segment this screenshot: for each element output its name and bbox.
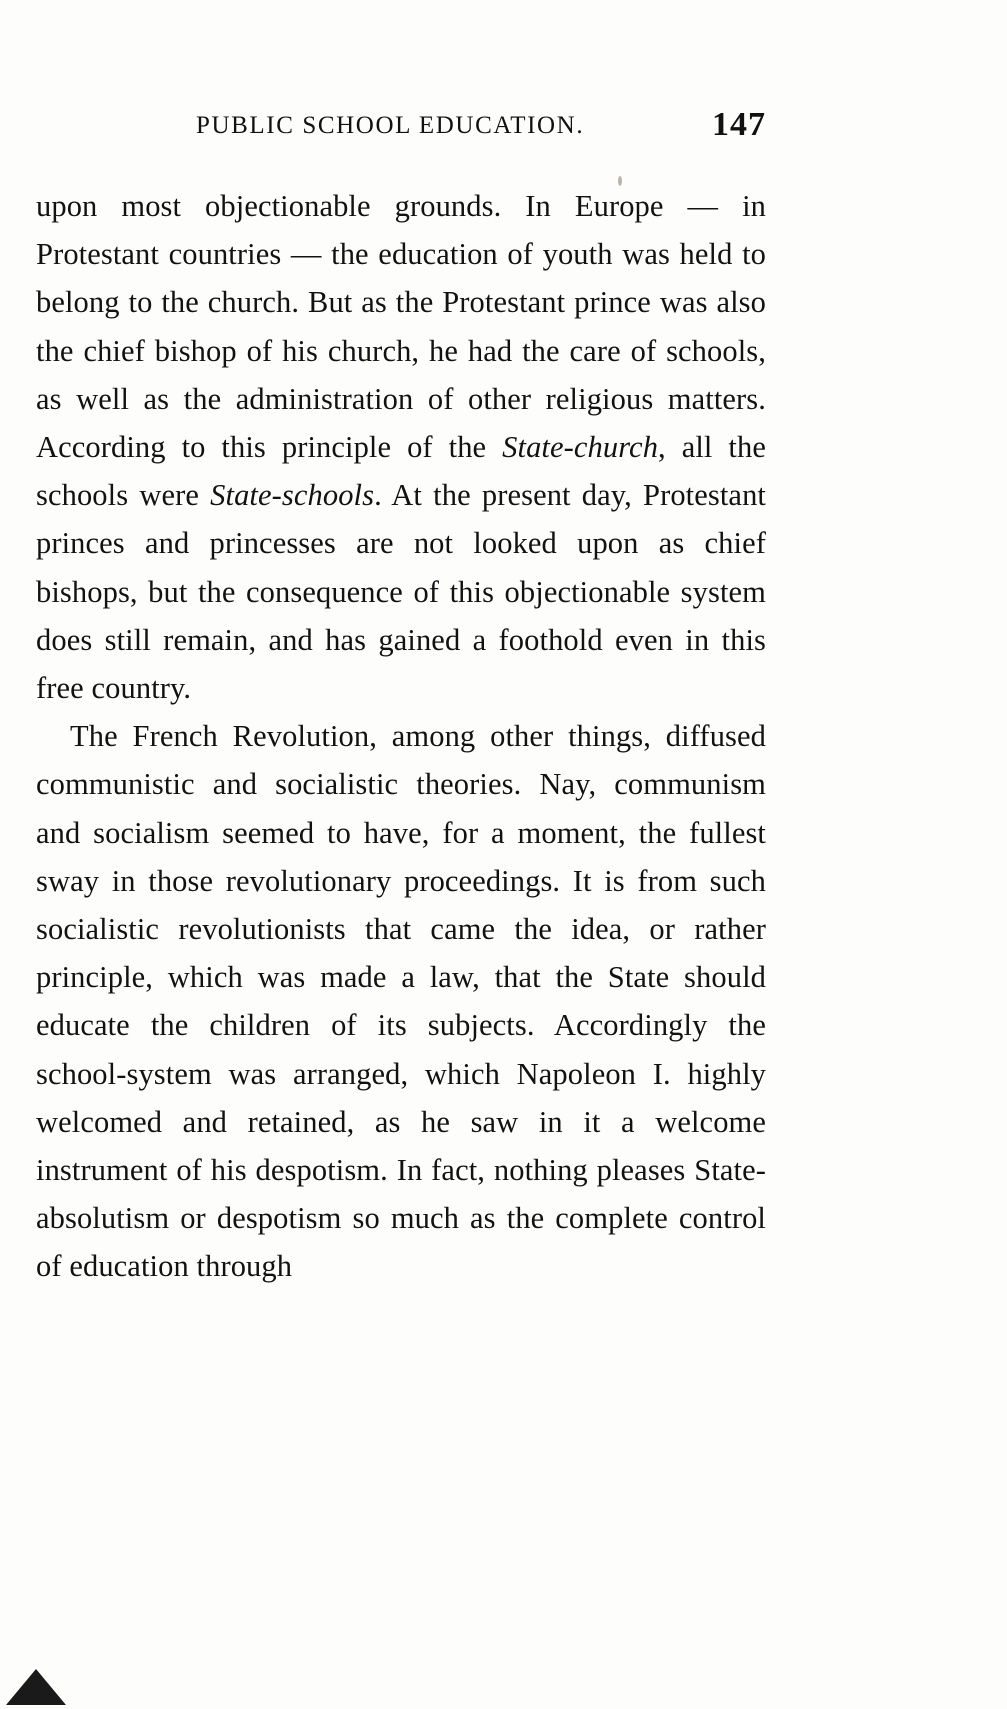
corner-triangle-mark <box>6 1669 66 1705</box>
page-number: 147 <box>712 106 766 143</box>
text-run: . At the present day, Protestant princes and princesses are not looked upon as chief bishops, but the consequence of this objectionable system does still remain, and has gained a foothold even in this free country. <box>36 478 766 706</box>
running-head-title: PUBLIC SCHOOL EDUCATION. <box>196 112 585 139</box>
text-run: , all the schools were <box>36 430 766 513</box>
text-run: upon most objectionable grounds. In Europe — in Protestant countries — the education of youth was held to belong to the church. But as the Protestant prince was also the chief bishop of his church, he had the care of schools, as well as the administration of other religious matters. According to this principle of the <box>36 189 766 465</box>
text-run: The French Revolution, among other things, diffused communistic and socialistic theories. Nay, communism and socialism seemed to have, for a moment, the fullest sway in those revolutionary proceedings. It is from such socialistic revolutionists that came the idea, or rather principle, which was made a law, that the State should educate the children of its subjects. Accordingly the school-system was arranged, which Napoleon I. highly welcomed and retained, as he saw in it a welcome instrument of his despotism. In fact, nothing pleases State-absolutism or despotism so much as the complete control of education through <box>36 719 766 1284</box>
paragraph <box>36 182 766 712</box>
running-head <box>0 106 1007 152</box>
italic-term: State-church <box>502 430 659 465</box>
italic-term: State-schools <box>210 478 375 513</box>
body-text <box>36 182 766 1291</box>
paragraph <box>36 712 766 1290</box>
